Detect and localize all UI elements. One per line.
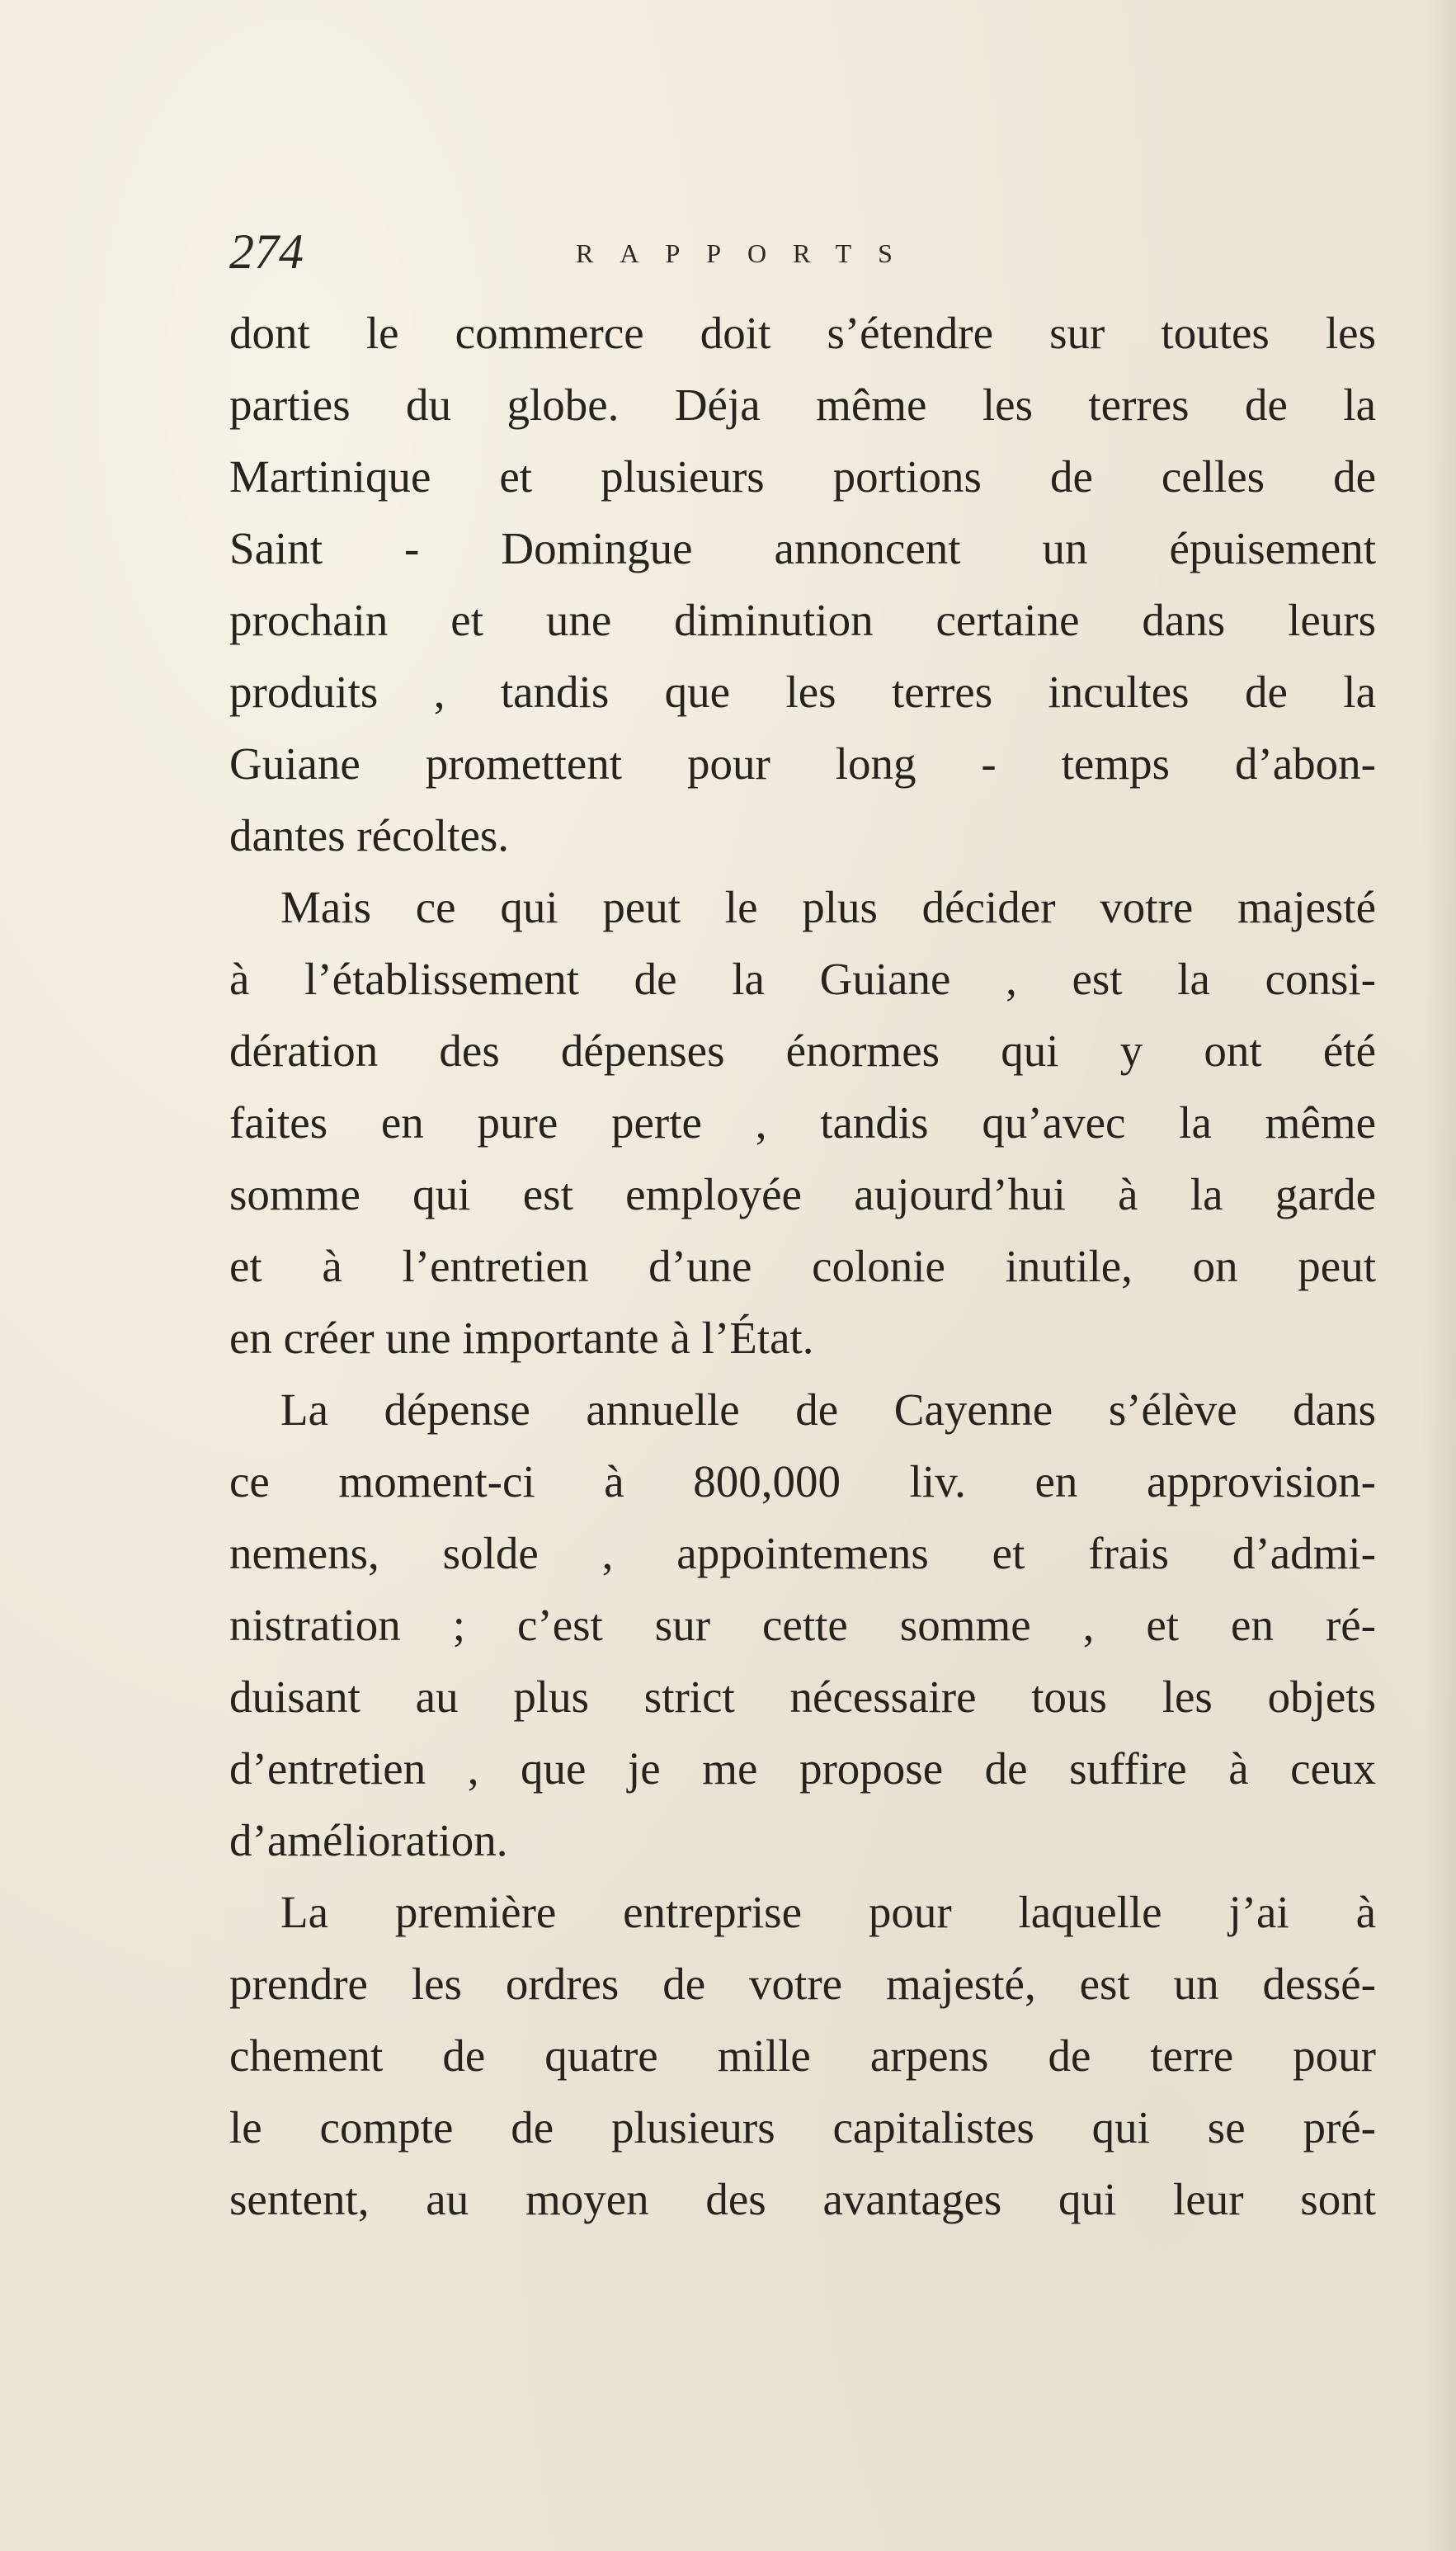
text-line: prendre les ordres de votre majesté, est un dessé-	[229, 1959, 1376, 2009]
text-line: prochain et une diminution certaine dans leurs	[229, 595, 1376, 645]
body-text	[229, 297, 1376, 2235]
page-number: 274	[229, 224, 304, 279]
text-line: le compte de plusieurs capitalistes qui se pré-	[229, 2102, 1376, 2153]
text-line: parties du globe. Déja même les terres de la	[229, 380, 1376, 430]
page-edge-shadow	[1423, 0, 1456, 2551]
page-header	[229, 223, 1376, 289]
text-line: Saint - Domingue annoncent un épuisement	[229, 523, 1376, 573]
paragraph-start-line: La dépense annuelle de Cayenne s’élève dans	[280, 1384, 1376, 1435]
text-line: chement de quatre mille arpens de terre pour	[229, 2030, 1376, 2081]
paragraph-start-line: La première entreprise pour laquelle j’ai à	[280, 1887, 1376, 1937]
text-line: d’entretien , que je me propose de suffire à ceux	[229, 1743, 1376, 1794]
text-line: produits , tandis que les terres incultes de la	[229, 667, 1376, 717]
paragraph-start-line: Mais ce qui peut le plus décider votre majesté	[280, 882, 1376, 932]
text-line: duisant au plus strict nécessaire tous les objets	[229, 1672, 1376, 1722]
text-line: somme qui est employée aujourd’hui à la garde	[229, 1169, 1376, 1219]
paragraph-end-line: en créer une importante à l’État.	[229, 1313, 814, 1363]
text-line: sentent, au moyen des avantages qui leur sont	[229, 2174, 1376, 2224]
text-line: nistration ; c’est sur cette somme , et en ré-	[229, 1600, 1376, 1650]
text-line: Guiane promettent pour long - temps d’abon-	[229, 738, 1376, 789]
paragraph-end-line: d’amélioration.	[229, 1815, 508, 1865]
text-line: nemens, solde , appointemens et frais d’admi-	[229, 1528, 1376, 1578]
running-head: RAPPORTS	[576, 238, 919, 268]
text-line: dération des dépenses énormes qui y ont été	[229, 1026, 1376, 1076]
text-line: Martinique et plusieurs portions de celles de	[229, 451, 1376, 502]
paragraph-end-line: dantes récoltes.	[229, 810, 510, 861]
text-line: ce moment-ci à 800,000 liv. en approvision-	[229, 1456, 1376, 1507]
text-line: à l’établissement de la Guiane , est la consi-	[229, 954, 1376, 1004]
text-line: dont le commerce doit s’étendre sur toutes les	[229, 308, 1376, 358]
text-line: et à l’entretien d’une colonie inutile, on peut	[229, 1241, 1376, 1291]
text-line: faites en pure perte , tandis qu’avec la même	[229, 1097, 1376, 1148]
